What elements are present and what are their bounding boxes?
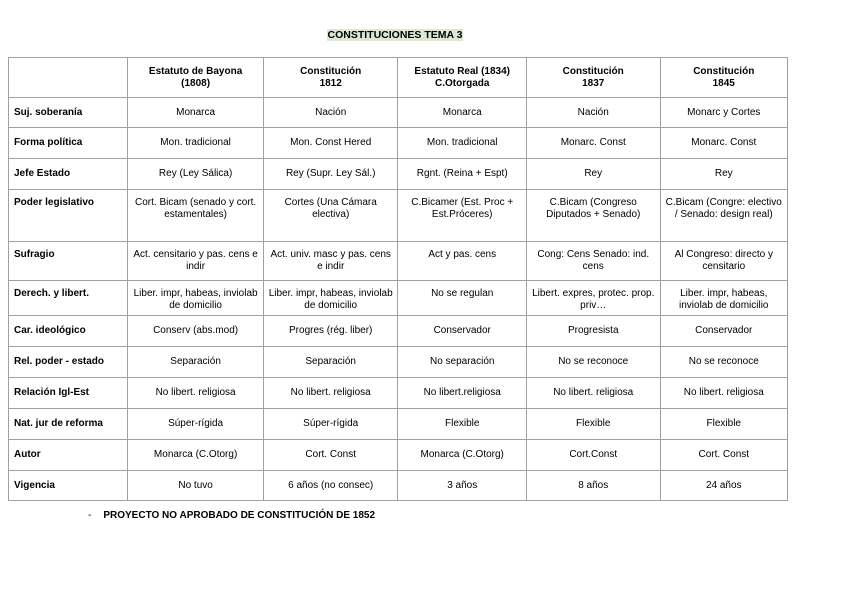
table-cell: Libert. expres, protec. prop. priv… (526, 281, 660, 316)
row-label: Suj. soberanía (9, 98, 128, 128)
table-cell: Monarca (C.Otorg) (398, 440, 526, 471)
table-cell: Monarc. Const (660, 128, 787, 159)
table-row (9, 440, 788, 471)
table-cell: Súper-rígida (263, 409, 398, 440)
table-cell: Cort. Const (263, 440, 398, 471)
table-cell: Nación (263, 98, 398, 128)
table-row (9, 190, 788, 242)
row-label: Derech. y libert. (9, 281, 128, 316)
table-cell: Rey (526, 159, 660, 190)
table-cell: Conserv (abs.mod) (128, 316, 264, 347)
table-cell: Mon. Const Hered (263, 128, 398, 159)
table-cell: C.Bicam (Congre: electivo / Senado: design real) (660, 190, 787, 242)
table-cell: C.Bicamer (Est. Proc + Est.Próceres) (398, 190, 526, 242)
table-cell: No se reconoce (526, 347, 660, 378)
table-row (9, 409, 788, 440)
table-cell: Separación (128, 347, 264, 378)
column-header: Constitución 1845 (660, 58, 787, 98)
table-row (9, 347, 788, 378)
table-cell: No se regulan (398, 281, 526, 316)
column-header: Estatuto de Bayona (1808) (128, 58, 264, 98)
table-row (9, 98, 788, 128)
column-header: Estatuto Real (1834) C.Otorgada (398, 58, 526, 98)
table-cell: Monarca (128, 98, 264, 128)
table-cell: Rey (Supr. Ley Sál.) (263, 159, 398, 190)
table-cell: Liber. impr, habeas, inviolab de domicilio (660, 281, 787, 316)
column-header: Constitución 1837 (526, 58, 660, 98)
header-row (9, 58, 788, 98)
table-cell: No libert. religiosa (263, 378, 398, 409)
table-cell: No libert.religiosa (398, 378, 526, 409)
table-cell: No separación (398, 347, 526, 378)
table-cell: C.Bicam (Congreso Diputados + Senado) (526, 190, 660, 242)
table-cell: Monarc y Cortes (660, 98, 787, 128)
row-label: Vigencia (9, 471, 128, 501)
row-label: Sufragio (9, 242, 128, 281)
table-cell: Cort. Const (660, 440, 787, 471)
table-cell: Conservador (660, 316, 787, 347)
table-cell: No libert. religiosa (660, 378, 787, 409)
table-cell: Mon. tradicional (398, 128, 526, 159)
table-cell: Progresista (526, 316, 660, 347)
table-cell: Súper-rígida (128, 409, 264, 440)
footnote-text: PROYECTO NO APROBADO DE CONSTITUCIÓN DE 1852 (103, 510, 376, 521)
table-cell: Conservador (398, 316, 526, 347)
table-cell: Cort. Bicam (senado y cort. estamentales) (128, 190, 264, 242)
table-row (9, 128, 788, 159)
footnote (88, 510, 375, 521)
corner-cell (9, 58, 128, 98)
constitutions-table (8, 57, 788, 501)
row-label: Relación Igl-Est (9, 378, 128, 409)
table-cell: Cortes (Una Cámara electiva) (263, 190, 398, 242)
table-cell: Monarc. Const (526, 128, 660, 159)
table-cell: Mon. tradicional (128, 128, 264, 159)
table-cell: Cort.Const (526, 440, 660, 471)
table-cell: Rey (660, 159, 787, 190)
row-label: Rel. poder - estado (9, 347, 128, 378)
table-cell: 3 años (398, 471, 526, 501)
table-row (9, 281, 788, 316)
table-row (9, 316, 788, 347)
table-cell: Flexible (398, 409, 526, 440)
table-cell: Monarca (C.Otorg) (128, 440, 264, 471)
table-row (9, 242, 788, 281)
row-label: Forma política (9, 128, 128, 159)
table-row (9, 159, 788, 190)
table-cell: Act. univ. masc y pas. cens e indir (263, 242, 398, 281)
table-cell: Act y pas. cens (398, 242, 526, 281)
row-label: Jefe Estado (9, 159, 128, 190)
row-label: Poder legislativo (9, 190, 128, 242)
table-cell: Nación (526, 98, 660, 128)
row-label: Nat. jur de reforma (9, 409, 128, 440)
table-row (9, 378, 788, 409)
table-cell: Cong: Cens Senado: ind. cens (526, 242, 660, 281)
table-cell: No libert. religiosa (128, 378, 264, 409)
table-cell: No tuvo (128, 471, 264, 501)
table-cell: Liber. impr, habeas, inviolab de domicilio (128, 281, 264, 316)
table-cell: Act. censitario y pas. cens e indir (128, 242, 264, 281)
table-row (9, 471, 788, 501)
table-cell: Al Congreso: directo y censitario (660, 242, 787, 281)
table-cell: No libert. religiosa (526, 378, 660, 409)
table-cell: Progres (rég. liber) (263, 316, 398, 347)
table-cell: Flexible (526, 409, 660, 440)
page-title-text: CONSTITUCIONES TEMA 3 (327, 29, 463, 41)
table-cell: Rey (Ley Sálica) (128, 159, 264, 190)
table-cell: Flexible (660, 409, 787, 440)
table-cell: Monarca (398, 98, 526, 128)
row-label: Car. ideológico (9, 316, 128, 347)
table-cell: No se reconoce (660, 347, 787, 378)
footnote-bullet: - (88, 510, 92, 521)
page-title (0, 29, 790, 41)
table-cell: Rgnt. (Reina + Espt) (398, 159, 526, 190)
table-cell: Liber. impr, habeas, inviolab de domicilio (263, 281, 398, 316)
table-cell: 24 años (660, 471, 787, 501)
table-cell: Separación (263, 347, 398, 378)
table-cell: 8 años (526, 471, 660, 501)
table-cell: 6 años (no consec) (263, 471, 398, 501)
column-header: Constitución 1812 (263, 58, 398, 98)
row-label: Autor (9, 440, 128, 471)
